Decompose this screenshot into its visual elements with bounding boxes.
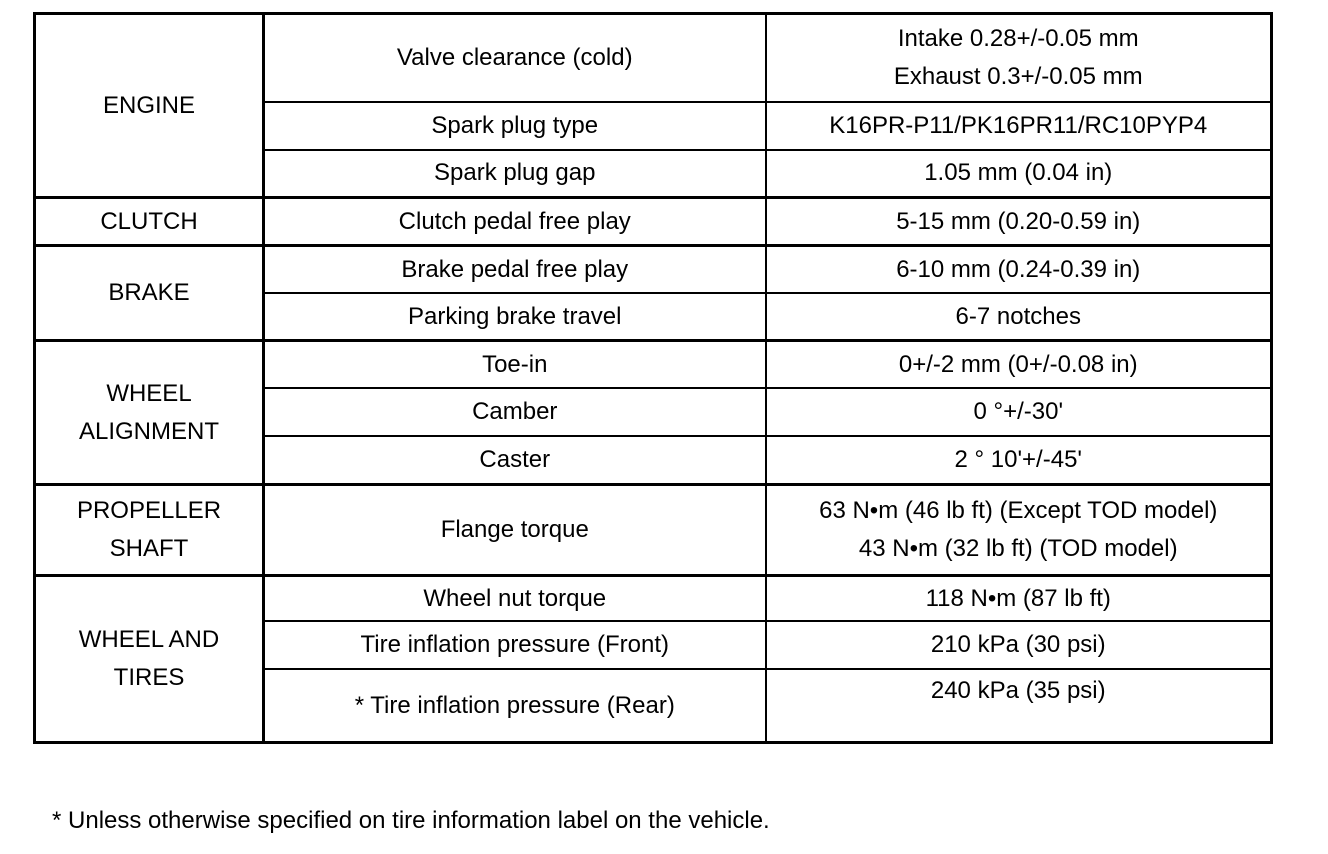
- item-cell: Brake pedal free play: [264, 246, 766, 293]
- item-cell: Camber: [264, 388, 766, 436]
- value-cell: Intake 0.28+/-0.05 mm Exhaust 0.3+/-0.05 mm: [766, 14, 1272, 102]
- category-engine: ENGINE: [35, 14, 264, 198]
- value-cell: 1.05 mm (0.04 in): [766, 150, 1272, 198]
- category-wheel-and-tires: WHEEL AND TIRES: [35, 575, 264, 742]
- item-cell: Spark plug type: [264, 102, 766, 150]
- table-row: [35, 341, 1272, 388]
- item-cell: Spark plug gap: [264, 150, 766, 198]
- item-cell: Flange torque: [264, 484, 766, 575]
- value-cell: 0+/-2 mm (0+/-0.08 in): [766, 341, 1272, 388]
- footnote: * Unless otherwise specified on tire information label on the vehicle.: [52, 807, 770, 834]
- category-clutch: CLUTCH: [35, 198, 264, 246]
- table-row: [35, 575, 1272, 621]
- value-cell: 0 °+/-30': [766, 388, 1272, 436]
- value-cell: 210 kPa (30 psi): [766, 621, 1272, 669]
- item-cell: Parking brake travel: [264, 293, 766, 341]
- maintenance-spec-table: [33, 12, 1273, 744]
- category-brake: BRAKE: [35, 246, 264, 341]
- table-row: [35, 198, 1272, 246]
- value-cell: 5-15 mm (0.20-0.59 in): [766, 198, 1272, 246]
- value-cell: 240 kPa (35 psi): [766, 669, 1272, 742]
- value-cell: 2 ° 10'+/-45': [766, 436, 1272, 484]
- item-cell: * Tire inflation pressure (Rear): [264, 669, 766, 742]
- item-cell: Caster: [264, 436, 766, 484]
- item-cell: Tire inflation pressure (Front): [264, 621, 766, 669]
- table-row: [35, 484, 1272, 575]
- category-wheel-alignment: WHEEL ALIGNMENT: [35, 341, 264, 484]
- category-propeller-shaft: PROPELLER SHAFT: [35, 484, 264, 575]
- value-cell: 118 N•m (87 lb ft): [766, 575, 1272, 621]
- value-cell: K16PR-P11/PK16PR11/RC10PYP4: [766, 102, 1272, 150]
- table-row: [35, 246, 1272, 293]
- value-cell: 6-10 mm (0.24-0.39 in): [766, 246, 1272, 293]
- value-cell: 6-7 notches: [766, 293, 1272, 341]
- item-cell: Toe-in: [264, 341, 766, 388]
- item-cell: Wheel nut torque: [264, 575, 766, 621]
- value-cell: 63 N•m (46 lb ft) (Except TOD model) 43 N•m (32 lb ft) (TOD model): [766, 484, 1272, 575]
- item-cell: Clutch pedal free play: [264, 198, 766, 246]
- table-row: [35, 14, 1272, 102]
- item-cell: Valve clearance (cold): [264, 14, 766, 102]
